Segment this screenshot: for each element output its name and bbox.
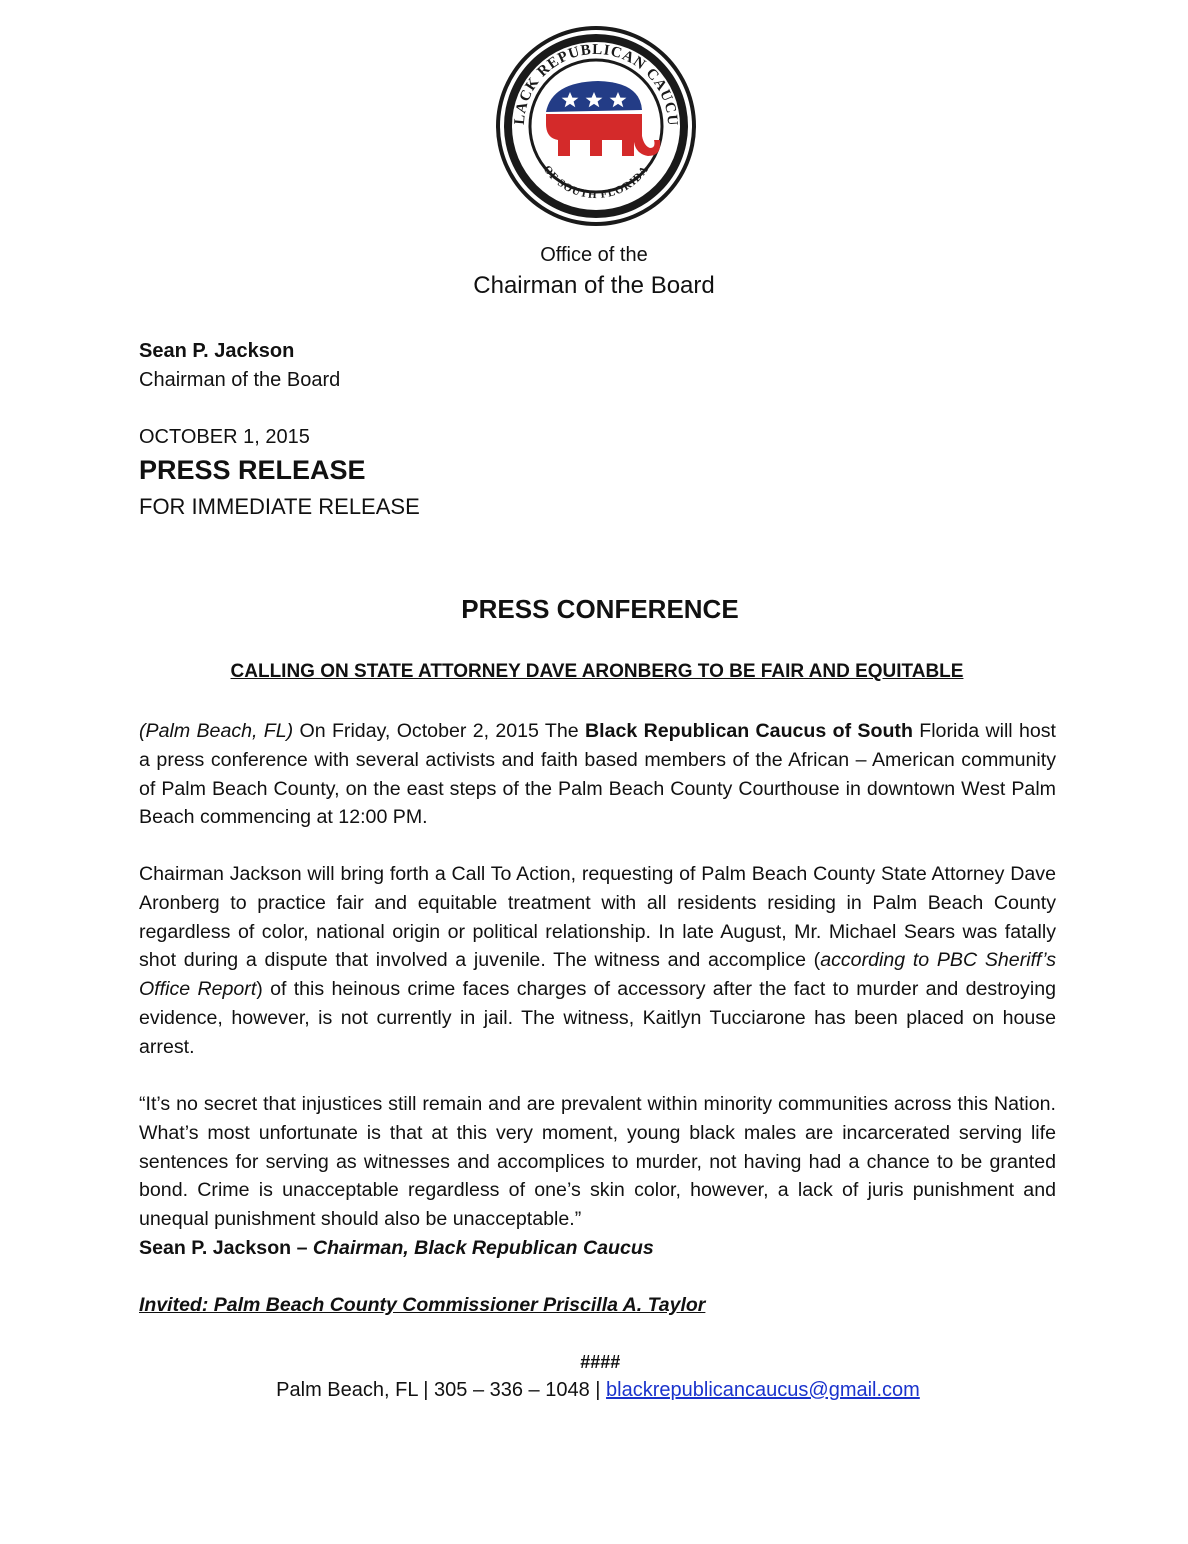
attribution-role: Chairman, Black Republican Caucus	[312, 1236, 654, 1259]
sender-name: Sean P. Jackson	[139, 340, 295, 362]
paragraph2-text-b: ) of this heinous crime faces charges of accessory after the fact to murder and destroying evidence, however, is not currently in jail. The witness, Kaitlyn Tucciarone has been placed on house arrest.	[139, 978, 1056, 1058]
paragraph2-text-a: Chairman Jackson will bring forth a Call To Action, requesting of Palm Beach County State Attorney Dave Aronberg to practice fair and equitable treatment with all residents residing in Palm Beach County regardless of color, national origin or political relationship. In late August, Mr. Michael Sears was fatally shot during a dispute that involved a juvenile. The witness and accomplice (	[139, 863, 1056, 972]
press-release-label: PRESS RELEASE	[139, 455, 366, 485]
attribution-name: Sean P. Jackson –	[139, 1236, 313, 1259]
sender-title: Chairman of the Board	[139, 369, 341, 391]
headline: PRESS CONFERENCE	[461, 594, 739, 624]
footer-contact	[0, 1379, 1188, 1402]
seal-graphic	[494, 24, 698, 228]
paragraph1-text-b: Florida will host a press conference with several activists and faith based members of the African – American community of Palm Beach County, on the east steps of the Palm Beach County Courthouse in downtown West Palm Beach commencing at 12:00 PM.	[139, 720, 1056, 829]
paragraph-announcement	[139, 717, 1056, 832]
contact-info: Palm Beach, FL | 305 – 336 – 1048 |	[276, 1379, 607, 1401]
office-title: Chairman of the Board	[473, 272, 715, 299]
seal-bottom-text: OF SOUTH FLORIDA	[540, 163, 652, 202]
report-source: according to PBC Sheriff’s Office Report	[139, 949, 1056, 1001]
dateline: (Palm Beach, FL)	[139, 720, 294, 742]
organization-name: Black Republican Caucus of South	[585, 720, 913, 742]
chairman-quote	[139, 1090, 1056, 1263]
release-date: OCTOBER 1, 2015	[139, 426, 310, 448]
seal-top-text: LACK REPUBLICAN CAUCU	[511, 41, 681, 127]
subheadline: CALLING ON STATE ATTORNEY DAVE ARONBERG TO BE FAIR AND EQUITABLE	[230, 661, 964, 682]
release-timing: FOR IMMEDIATE RELEASE	[139, 494, 420, 519]
quote-text: “It’s no secret that injustices still remain and are prevalent within minority communities across this Nation. What’s most unfortunate is that at this very moment, young black males are incarcerated serving life sentences for serving as witnesses and accomplices to murder, not having had a chance to be granted bond. Crime is unacceptable regardless of one’s skin color, however, a lack of juris punishment and unequal punishment should also be unacceptable.”	[139, 1093, 1056, 1231]
email-link[interactable]: blackrepublicancaucus@gmail.com	[606, 1379, 920, 1401]
paragraph-call-to-action	[139, 860, 1056, 1062]
quote-attribution	[139, 1237, 654, 1259]
paragraph1-text-a: On Friday, October 2, 2015 The	[293, 720, 585, 742]
caucus-seal-logo	[494, 24, 698, 228]
end-mark: ####	[579, 1352, 621, 1372]
office-label: Office of the	[540, 244, 648, 266]
invited-guest: Invited: Palm Beach County Commissioner Priscilla A. Taylor	[139, 1294, 706, 1316]
